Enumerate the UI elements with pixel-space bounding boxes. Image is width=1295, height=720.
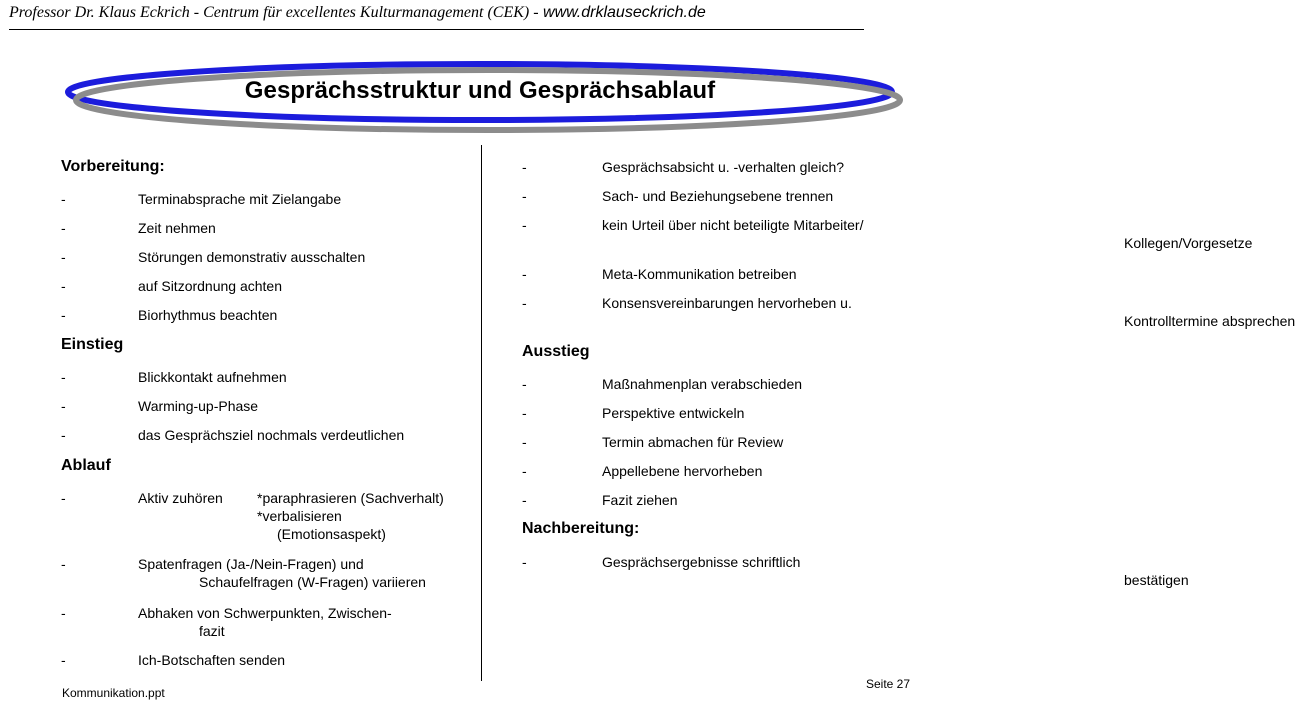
bullet-dash: - <box>61 191 66 207</box>
item-text-cont: Kontrolltermine absprechen <box>1124 313 1295 329</box>
header <box>9 4 706 22</box>
bullet-dash: - <box>61 427 66 443</box>
item-detail: *verbalisieren <box>257 508 342 524</box>
item-text: Sach- und Beziehungsebene trennen <box>602 188 834 204</box>
item-text: Abhaken von Schwerpunkten, Zwischen- <box>138 605 392 621</box>
item-text-cont: fazit <box>199 623 225 639</box>
bullet-dash: - <box>522 463 527 479</box>
bullet-dash: - <box>522 266 527 282</box>
item-text: Gesprächsabsicht u. -verhalten gleich? <box>602 159 845 175</box>
header-rule <box>9 29 864 30</box>
bullet-dash: - <box>61 605 66 621</box>
bullet-dash: - <box>522 434 527 450</box>
item-text: Aktiv zuhören <box>138 490 223 506</box>
bullet-dash: - <box>522 159 527 175</box>
item-text: Störungen demonstrativ ausschalten <box>138 249 366 265</box>
item-text: Maßnahmenplan verabschieden <box>602 376 803 392</box>
bullet-dash: - <box>61 249 66 265</box>
item-text: das Gesprächsziel nochmals verdeutlichen <box>138 427 405 443</box>
page-title: Gesprächsstruktur und Gesprächsablauf <box>244 77 716 104</box>
item-detail: *paraphrasieren (Sachverhalt) <box>257 490 444 506</box>
item-text: kein Urteil über nicht beteiligte Mitarbeiter/ <box>602 217 864 233</box>
item-text: auf Sitzordnung achten <box>138 278 282 294</box>
heading-vorbereitung: Vorbereitung: <box>61 158 165 175</box>
bullet-dash: - <box>522 188 527 204</box>
heading-ablauf: Ablauf <box>61 457 111 474</box>
item-text: Gesprächsergebnisse schriftlich <box>602 554 801 570</box>
bullet-dash: - <box>522 405 527 421</box>
item-text: Warming-up-Phase <box>138 398 259 414</box>
bullet-dash: - <box>61 556 66 572</box>
header-text: Professor Dr. Klaus Eckrich - Centrum für excellentes Kulturmanagement (CEK) - <box>9 4 539 21</box>
header-url: www.drklauseckrich.de <box>538 4 706 21</box>
bullet-dash: - <box>522 492 527 508</box>
bullet-dash: - <box>61 490 66 506</box>
heading-einstieg: Einstieg <box>61 336 124 353</box>
item-text: Appellebene hervorheben <box>602 463 763 479</box>
item-text-cont: Schaufelfragen (W-Fragen) variieren <box>199 574 426 590</box>
column-divider <box>481 145 482 681</box>
item-text-cont: bestätigen <box>1124 572 1189 588</box>
bullet-dash: - <box>61 398 66 414</box>
bullet-dash: - <box>522 295 527 311</box>
bullet-dash: - <box>61 652 66 668</box>
item-text: Biorhythmus beachten <box>138 307 278 323</box>
item-text: Spatenfragen (Ja-/Nein-Fragen) und <box>138 556 364 572</box>
heading-ausstieg: Ausstieg <box>522 343 590 360</box>
item-detail: (Emotionsaspekt) <box>277 526 386 542</box>
bullet-dash: - <box>61 369 66 385</box>
item-text: Blickkontakt aufnehmen <box>138 369 287 385</box>
item-text-cont: Kollegen/Vorgesetze <box>1124 235 1253 251</box>
item-text: Perspektive entwickeln <box>602 405 745 421</box>
bullet-dash: - <box>61 220 66 236</box>
item-text: Konsensvereinbarungen hervorheben u. <box>602 295 852 311</box>
bullet-dash: - <box>522 217 527 233</box>
bullet-dash: - <box>522 376 527 392</box>
bullet-dash: - <box>61 307 66 323</box>
footer-page-number: Seite 27 <box>866 677 911 691</box>
item-text: Terminabsprache mit Zielangabe <box>138 191 342 207</box>
item-text: Meta-Kommunikation betreiben <box>602 266 797 282</box>
footer-filename: Kommunikation.ppt <box>62 686 165 700</box>
item-text: Termin abmachen für Review <box>602 434 784 450</box>
item-text: Ich-Botschaften senden <box>138 652 286 668</box>
bullet-dash: - <box>61 278 66 294</box>
bullet-dash: - <box>522 554 527 570</box>
heading-nachbereitung: Nachbereitung: <box>522 520 640 537</box>
item-text: Fazit ziehen <box>602 492 678 508</box>
item-text: Zeit nehmen <box>138 220 216 236</box>
